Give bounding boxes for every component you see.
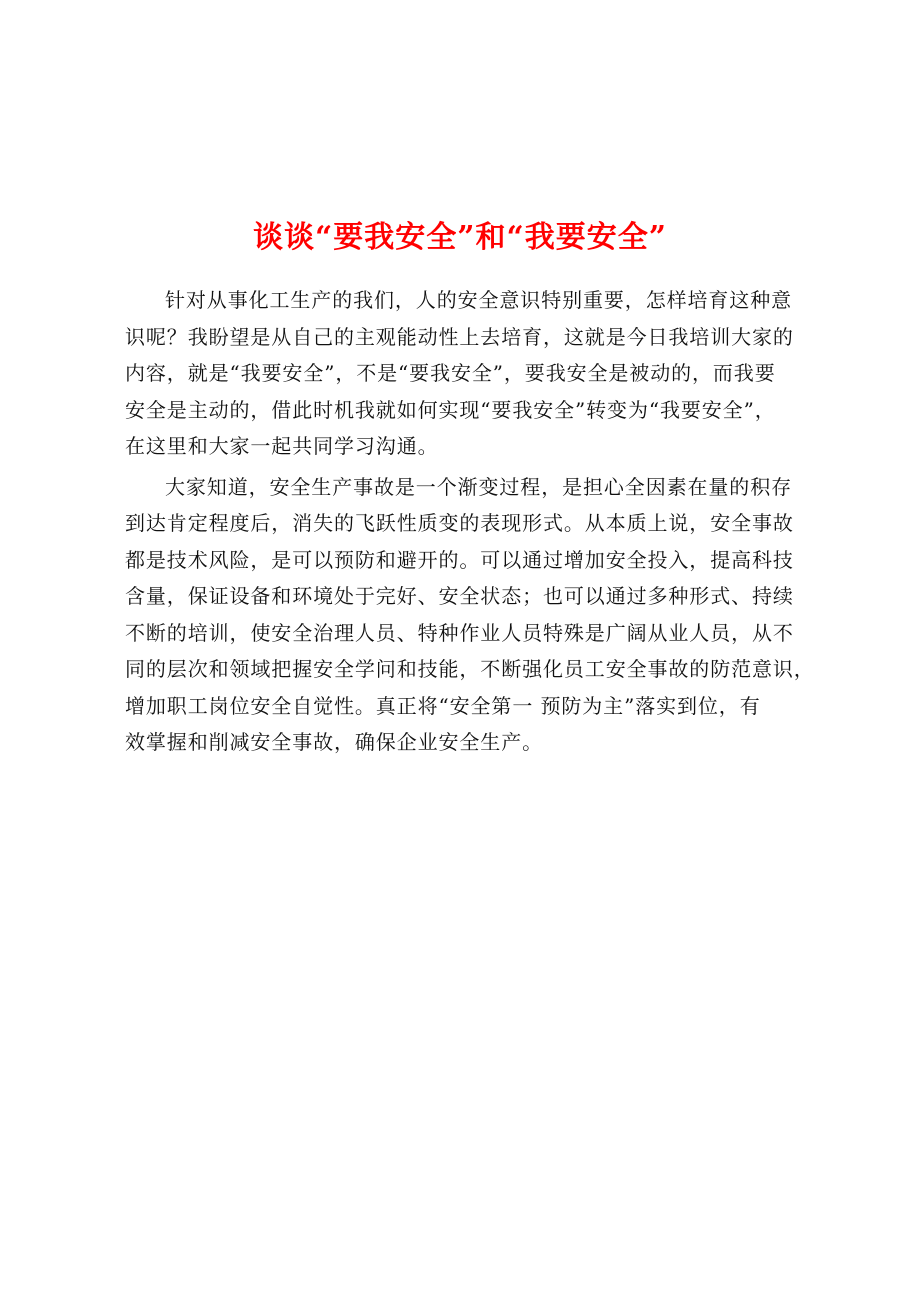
paragraph-line: 到达肯定程度后，消失的飞跃性质变的表现形式。从本质上说，安全事故 [125,511,794,535]
paragraph-line: 同的层次和领域把握安全学问和技能，不断强化员工安全事故的防范意识， [125,657,815,681]
document-title: 谈谈“要我安全”和“我要安全” [252,220,668,256]
paragraph-line: 增加职工岗位安全自觉性。真正将“安全第一 预防为主”落实到位，有 [125,693,761,718]
paragraph-line: 识呢？我盼望是从自己的主观能动性上去培育，这就是今日我培训大家的 [125,324,794,349]
paragraph-line: 不断的培训，使安全治理人员、特种作业人员特殊是广阔从业人员，从不 [125,620,794,645]
paragraph-line: 针对从事化工生产的我们，人的安全意识特别重要，怎样培育这种意 [165,288,792,312]
paragraph-line: 安全是主动的，借此时机我就如何实现“要我安全”转变为“我要安全”， [125,397,776,422]
paragraph-line: 在这里和大家一起共同学习沟通。 [125,434,439,458]
paragraph-line: 内容，就是“我要安全”，不是“要我安全”，要我安全是被动的，而我要 [125,361,776,385]
paragraph-line: 含量，保证设备和环境处于完好、安全状态；也可以通过多种形式、持续 [125,584,794,608]
document-body [125,282,815,761]
paragraph-line: 大家知道，安全生产事故是一个渐变过程，是担心全因素在量的积存 [165,474,792,499]
paragraph-line: 都是技术风险，是可以预防和避开的。可以通过增加安全投入，提高科技 [125,547,794,572]
paragraph-1 [125,282,815,465]
paragraph-line: 效掌握和削减安全事故，确保企业安全生产。 [125,730,543,754]
paragraph-2 [125,469,815,761]
